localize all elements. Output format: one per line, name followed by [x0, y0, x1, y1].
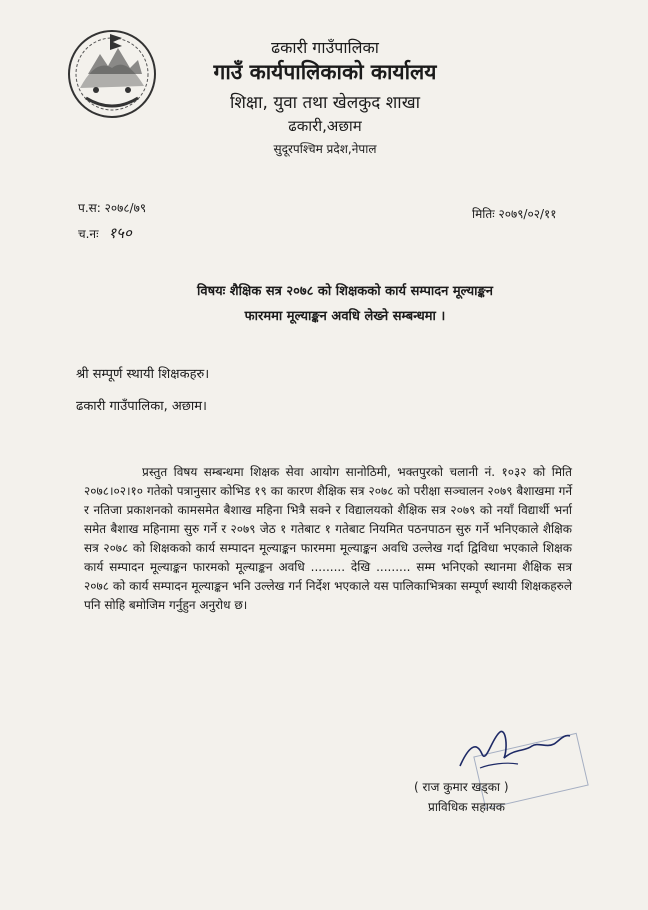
municipality-name: ढकारी गाउँपालिका — [271, 38, 379, 57]
subject-line-1: विषयः शैक्षिक सत्र २०७८ को शिक्षकको कार्य सम्पादन मूल्याङ्कन — [197, 284, 493, 299]
dispatch-number-label: च.नः — [78, 227, 99, 241]
letter-date: मितिः २०७९/०२/११ — [472, 207, 557, 221]
subject-line-2: फारममा मूल्याङ्कन अवधि लेख्ने सम्बन्धमा । — [244, 309, 446, 324]
letter-body: प्रस्तुत विषय सम्बन्धमा शिक्षक सेवा आयोग सानोठिमी, भक्तपुरको चलानी नं. १०३२ को मिति २०७८।०२।१० गतेको पत्रानुसार कोभिड १९ का कारण शैक्षिक सत्र २०७८ को परीक्षा सञ्चालन २०७९ बैशाखमा गर्ने र नतिजा प्रकाशनको कामसमेत बैशाख महिना भित्रै सक्ने र विद्यालयको शैक्षिक सत्र २०७९ को नयाँ विद्यार्थी भर्ना समेत बैशाख महिनामा सुरु गर्ने र २०७९ जेठ १ गतेबाट १ गतेबाट नियमित पठनपाठन सुरु गर्ने भनिएकाले शैक्षिक सत्र २०७८ को शिक्षकको कार्य सम्पादन मूल्याङ्कन फारममा मूल्याङ्कन अवधि उल्लेख गर्दा द्विविधा भएकाले शिक्षक कार्य सम्पादन मूल्याङ्कन फारमको मूल्याङ्कन अवधि ......... देखि ......... सम्म भनिएको स्थानमा शैक्षिक सत्र २०७८ को कार्य सम्पादन मूल्याङ्कन भनि उल्लेख गर्न निर्देश भएकाले यस पालिकाभित्रका सम्पूर्ण स्थायी शिक्षकहरुले पनि सोहि बमोजिम गर्नुहुन अनुरोध छ। — [84, 465, 572, 612]
addressee-line-2: ढकारी गाउँपालिका, अछाम। — [76, 399, 207, 414]
dispatch-number-value: १५० — [108, 224, 132, 242]
office-name: गाउँ कार्यपालिकाको कार्यालय — [213, 60, 437, 84]
nepal-emblem-icon — [66, 28, 158, 120]
subject-block — [120, 279, 570, 329]
signatory-title: प्राविधिक सहायक — [428, 800, 506, 814]
handwritten-signature — [446, 718, 576, 778]
addressee-line-1: श्री सम्पूर्ण स्थायी शिक्षकहरु। — [76, 367, 210, 382]
office-location: ढकारी,अछाम — [288, 117, 362, 135]
section-name: शिक्षा, युवा तथा खेलकुद शाखा — [229, 93, 421, 113]
signatory-name: ( राज कुमार खड्का ) — [414, 780, 509, 794]
reference-number: प.स: २०७८/७९ — [78, 201, 147, 215]
dispatch-number-row — [78, 223, 132, 243]
province-name: सुदूरपश्चिम प्रदेश,नेपाल — [273, 142, 377, 156]
